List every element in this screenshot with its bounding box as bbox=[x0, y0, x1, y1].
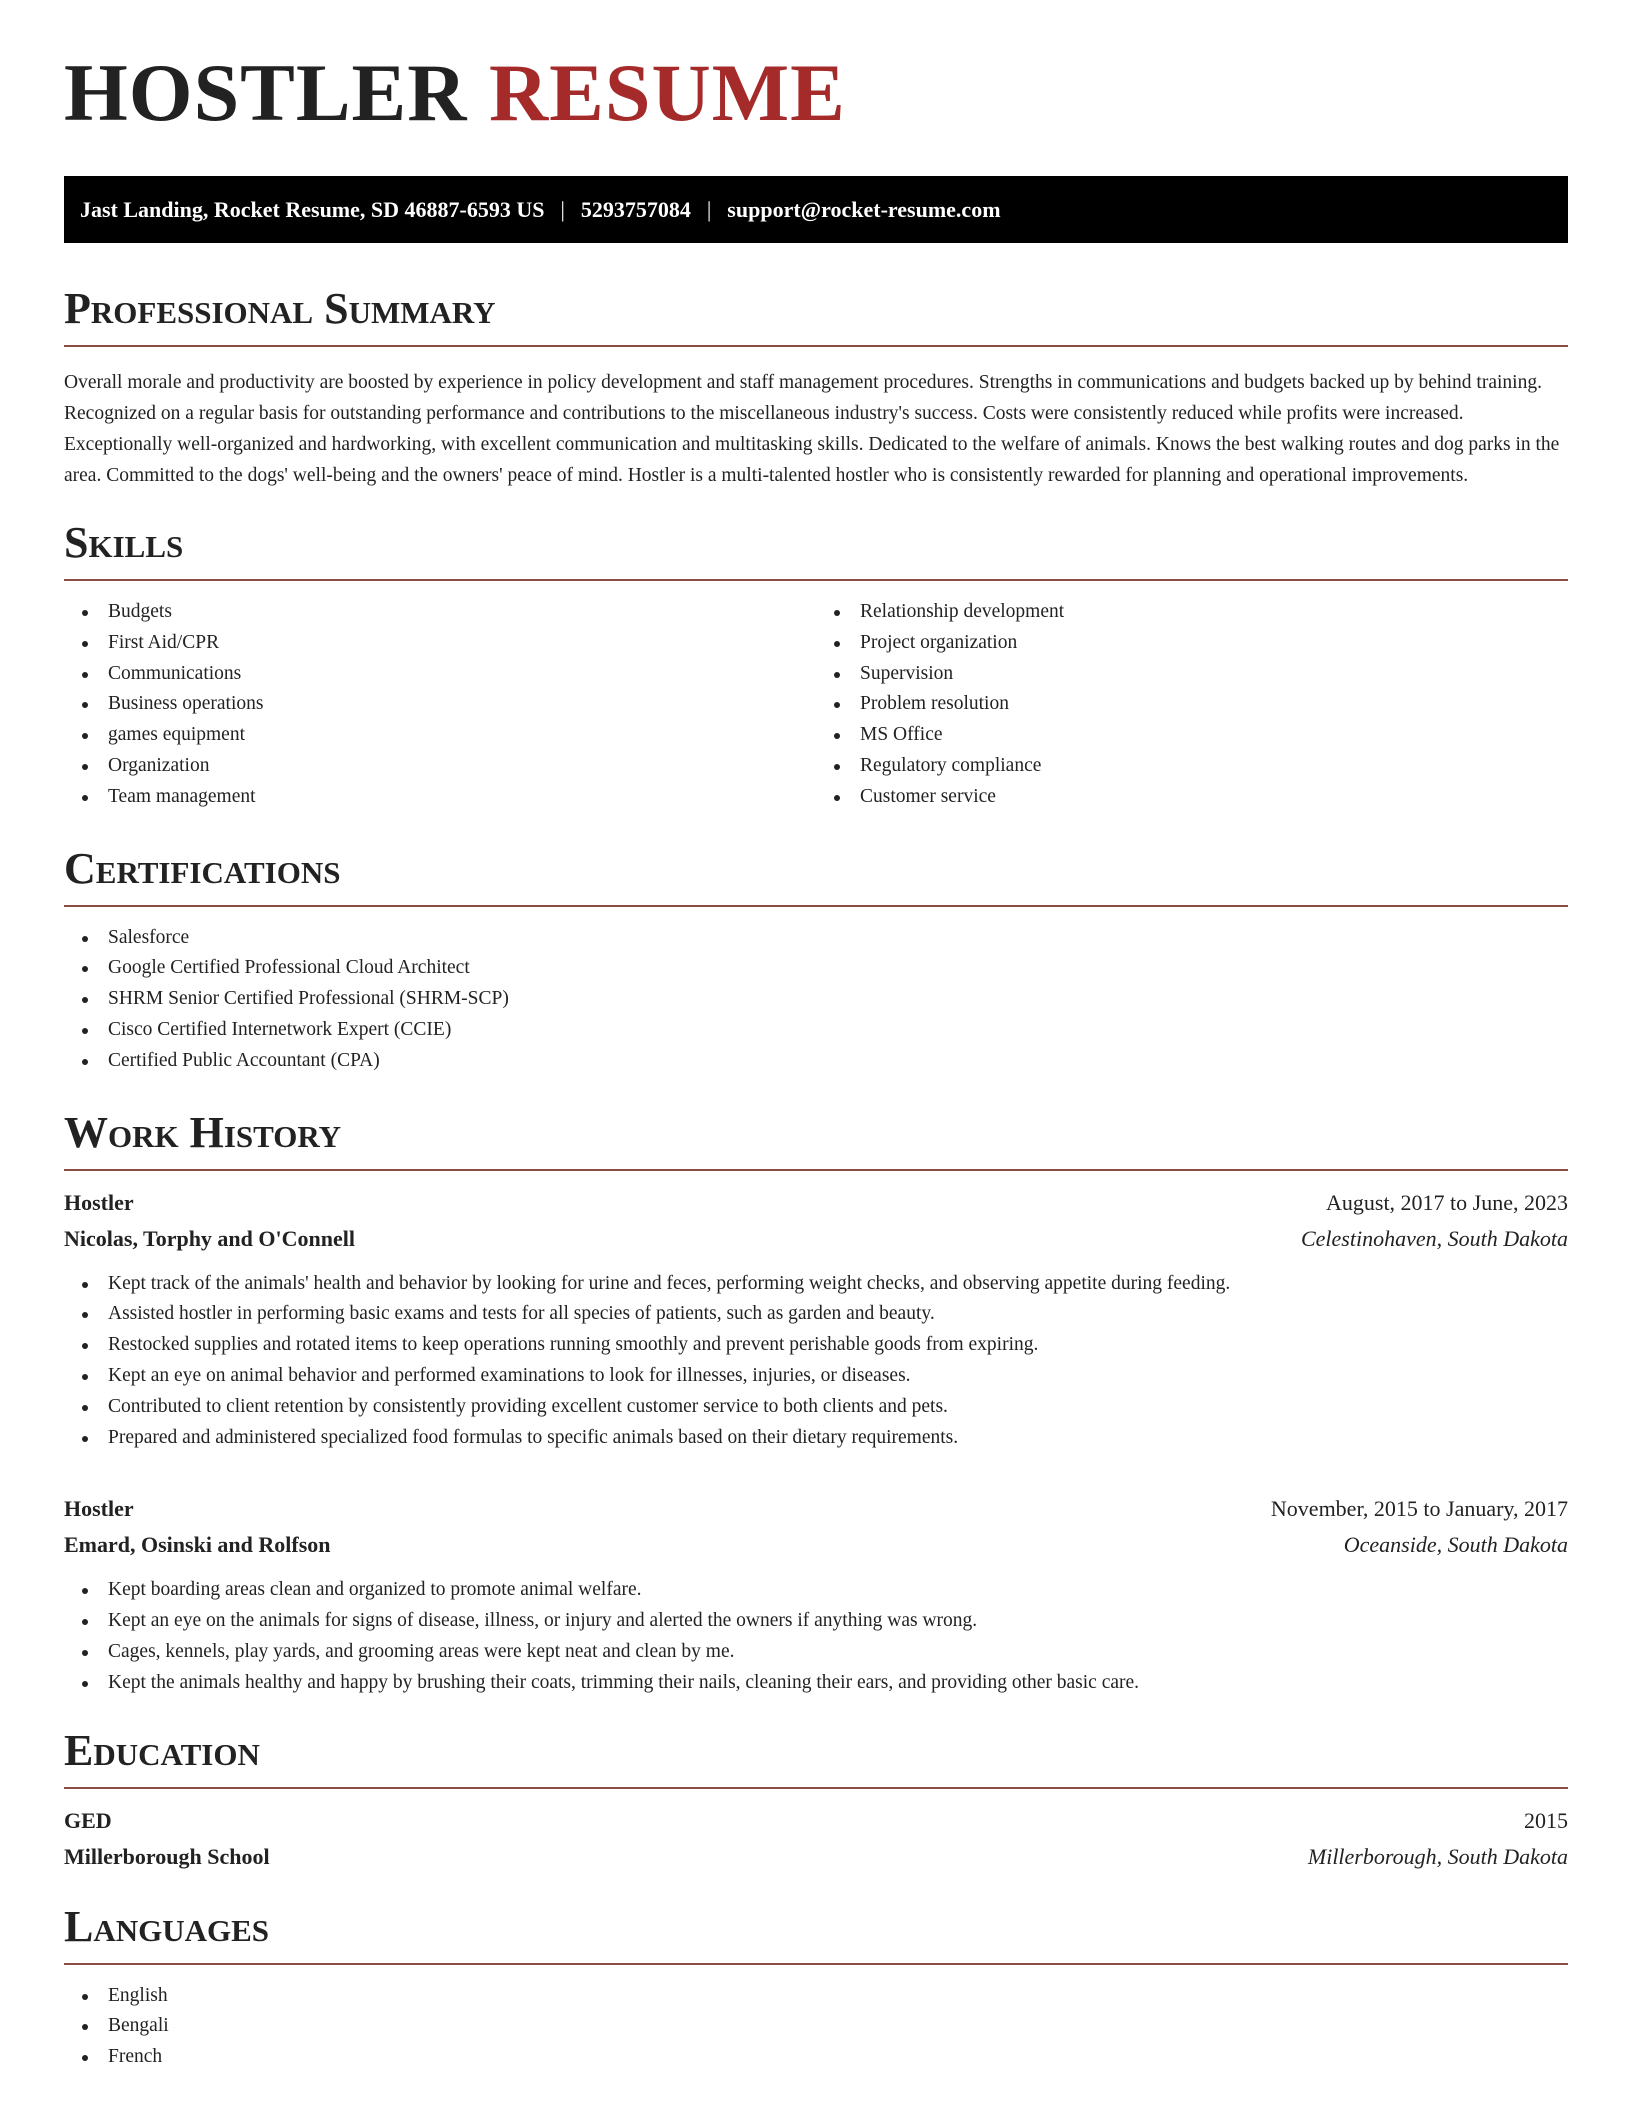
section-title-education: Education bbox=[64, 1729, 1568, 1789]
education-entry bbox=[64, 1803, 1568, 1875]
contact-email: support@rocket-resume.com bbox=[727, 196, 1001, 222]
title-resume-word: RESUME bbox=[488, 47, 846, 138]
certifications-section bbox=[64, 843, 1568, 1077]
job-company-row bbox=[64, 1527, 1568, 1563]
education-degree: GED bbox=[64, 1807, 112, 1833]
section-title-certifications: Certifications bbox=[64, 847, 1568, 907]
job-dates: November, 2015 to January, 2017 bbox=[1270, 1496, 1568, 1522]
contact-bar bbox=[64, 176, 1568, 243]
job-bullet: Kept the animals healthy and happy by brushing their coats, trimming their nails, cleaning their ears, and providing other basic care. bbox=[64, 1668, 1568, 1699]
education-location: Millerborough, South Dakota bbox=[1307, 1843, 1568, 1869]
skill-item: Budgets bbox=[64, 597, 816, 628]
contact-phone: 5293757084 bbox=[580, 196, 691, 222]
certification-item: Google Certified Professional Cloud Architect bbox=[64, 953, 1568, 984]
job-bullet: Kept track of the animals' health and behavior by looking for urine and feces, performing weight checks, and observing appetite during feeding. bbox=[64, 1269, 1568, 1300]
job-dates: August, 2017 to June, 2023 bbox=[1326, 1189, 1568, 1215]
certification-item: Certified Public Accountant (CPA) bbox=[64, 1046, 1568, 1077]
certification-item: Cisco Certified Internetwork Expert (CCIE) bbox=[64, 1015, 1568, 1046]
education-school-row bbox=[64, 1839, 1568, 1875]
job-bullet: Restocked supplies and rotated items to keep operations running smoothly and prevent perishable goods from expiring. bbox=[64, 1330, 1568, 1361]
skills-grid bbox=[64, 597, 1568, 813]
job-bullet: Kept an eye on animal behavior and performed examinations to look for illnesses, injuries, or diseases. bbox=[64, 1361, 1568, 1392]
skill-item: Organization bbox=[64, 751, 816, 782]
job-bullet: Contributed to client retention by consistently providing excellent customer service to both clients and pets. bbox=[64, 1392, 1568, 1423]
section-title-skills: Skills bbox=[64, 521, 1568, 581]
education-section bbox=[64, 1725, 1568, 1875]
skill-item: Supervision bbox=[816, 659, 1568, 690]
skill-item: Business operations bbox=[64, 689, 816, 720]
skill-item: Customer service bbox=[816, 782, 1568, 813]
contact-separator: | bbox=[706, 196, 712, 222]
certification-item: Salesforce bbox=[64, 923, 1568, 954]
language-item: English bbox=[64, 1981, 1568, 2012]
skill-item: Relationship development bbox=[816, 597, 1568, 628]
job-company: Nicolas, Torphy and O'Connell bbox=[64, 1225, 355, 1251]
education-header-row bbox=[64, 1803, 1568, 1839]
skill-item: Communications bbox=[64, 659, 816, 690]
job-role: Hostler bbox=[64, 1496, 134, 1522]
contact-address: Jast Landing, Rocket Resume, SD 46887-6593 US bbox=[80, 196, 545, 222]
languages-list bbox=[64, 1981, 1568, 2073]
skills-section bbox=[64, 518, 1568, 813]
languages-section bbox=[64, 1901, 1568, 2073]
job-entry bbox=[64, 1491, 1568, 1698]
education-year: 2015 bbox=[1524, 1807, 1568, 1833]
title-name: HOSTLER bbox=[64, 47, 468, 138]
job-bullet: Kept boarding areas clean and organized to promote animal welfare. bbox=[64, 1575, 1568, 1606]
skill-item: Team management bbox=[64, 782, 816, 813]
contact-separator: | bbox=[560, 196, 565, 222]
job-bullet: Cages, kennels, play yards, and grooming areas were kept neat and clean by me. bbox=[64, 1637, 1568, 1668]
job-bullets bbox=[64, 1575, 1568, 1698]
certifications-list bbox=[64, 923, 1568, 1077]
language-item: French bbox=[64, 2042, 1568, 2073]
skill-item: Regulatory compliance bbox=[816, 751, 1568, 782]
skills-list-left bbox=[64, 597, 816, 813]
summary-section bbox=[64, 284, 1568, 491]
education-school: Millerborough School bbox=[64, 1843, 270, 1869]
skill-item: games equipment bbox=[64, 720, 816, 751]
job-company-row bbox=[64, 1221, 1568, 1257]
skill-item: Problem resolution bbox=[816, 689, 1568, 720]
skills-list-right bbox=[816, 597, 1568, 813]
skill-item: Project organization bbox=[816, 628, 1568, 659]
language-item: Bengali bbox=[64, 2011, 1568, 2042]
certification-item: SHRM Senior Certified Professional (SHRM-SCP) bbox=[64, 984, 1568, 1015]
section-title-languages: Languages bbox=[64, 1905, 1568, 1965]
summary-text: Overall morale and productivity are boosted by experience in policy development and staff management procedures. Strengths in communications and budgets backed up by behind training. Recognized on a regular basis for outstanding performance and contributions to the miscellaneous industry's success. Costs were consistently reduced while profits were increased. Exceptionally well-organized and hardworking, with excellent communication and multitasking skills. Dedicated to the welfare of animals. Knows the best walking routes and dog parks in the area. Committed to the dogs' well-being and the owners' peace of mind. Hostler is a multi-talented hostler who is consistently rewarded for planning and operational improvements. bbox=[64, 372, 1560, 486]
job-bullet: Prepared and administered specialized food formulas to specific animals based on their dietary requirements. bbox=[64, 1423, 1568, 1454]
job-bullet: Assisted hostler in performing basic exams and tests for all species of patients, such as garden and beauty. bbox=[64, 1299, 1568, 1330]
job-location: Oceanside, South Dakota bbox=[1343, 1532, 1568, 1558]
job-entry bbox=[64, 1185, 1568, 1454]
section-title-summary: Professional Summary bbox=[64, 287, 1568, 347]
job-header-row bbox=[64, 1185, 1568, 1221]
resume-title bbox=[64, 0, 1568, 138]
work-history-section bbox=[64, 1107, 1568, 1699]
job-bullets bbox=[64, 1269, 1568, 1454]
job-header-row bbox=[64, 1491, 1568, 1527]
skill-item: MS Office bbox=[816, 720, 1568, 751]
job-role: Hostler bbox=[64, 1189, 134, 1215]
skill-item: First Aid/CPR bbox=[64, 628, 816, 659]
job-company: Emard, Osinski and Rolfson bbox=[64, 1532, 331, 1558]
job-bullet: Kept an eye on the animals for signs of disease, illness, or injury and alerted the owners if anything was wrong. bbox=[64, 1606, 1568, 1637]
job-location: Celestinohaven, South Dakota bbox=[1300, 1225, 1568, 1251]
section-title-work-history: Work History bbox=[64, 1111, 1568, 1171]
